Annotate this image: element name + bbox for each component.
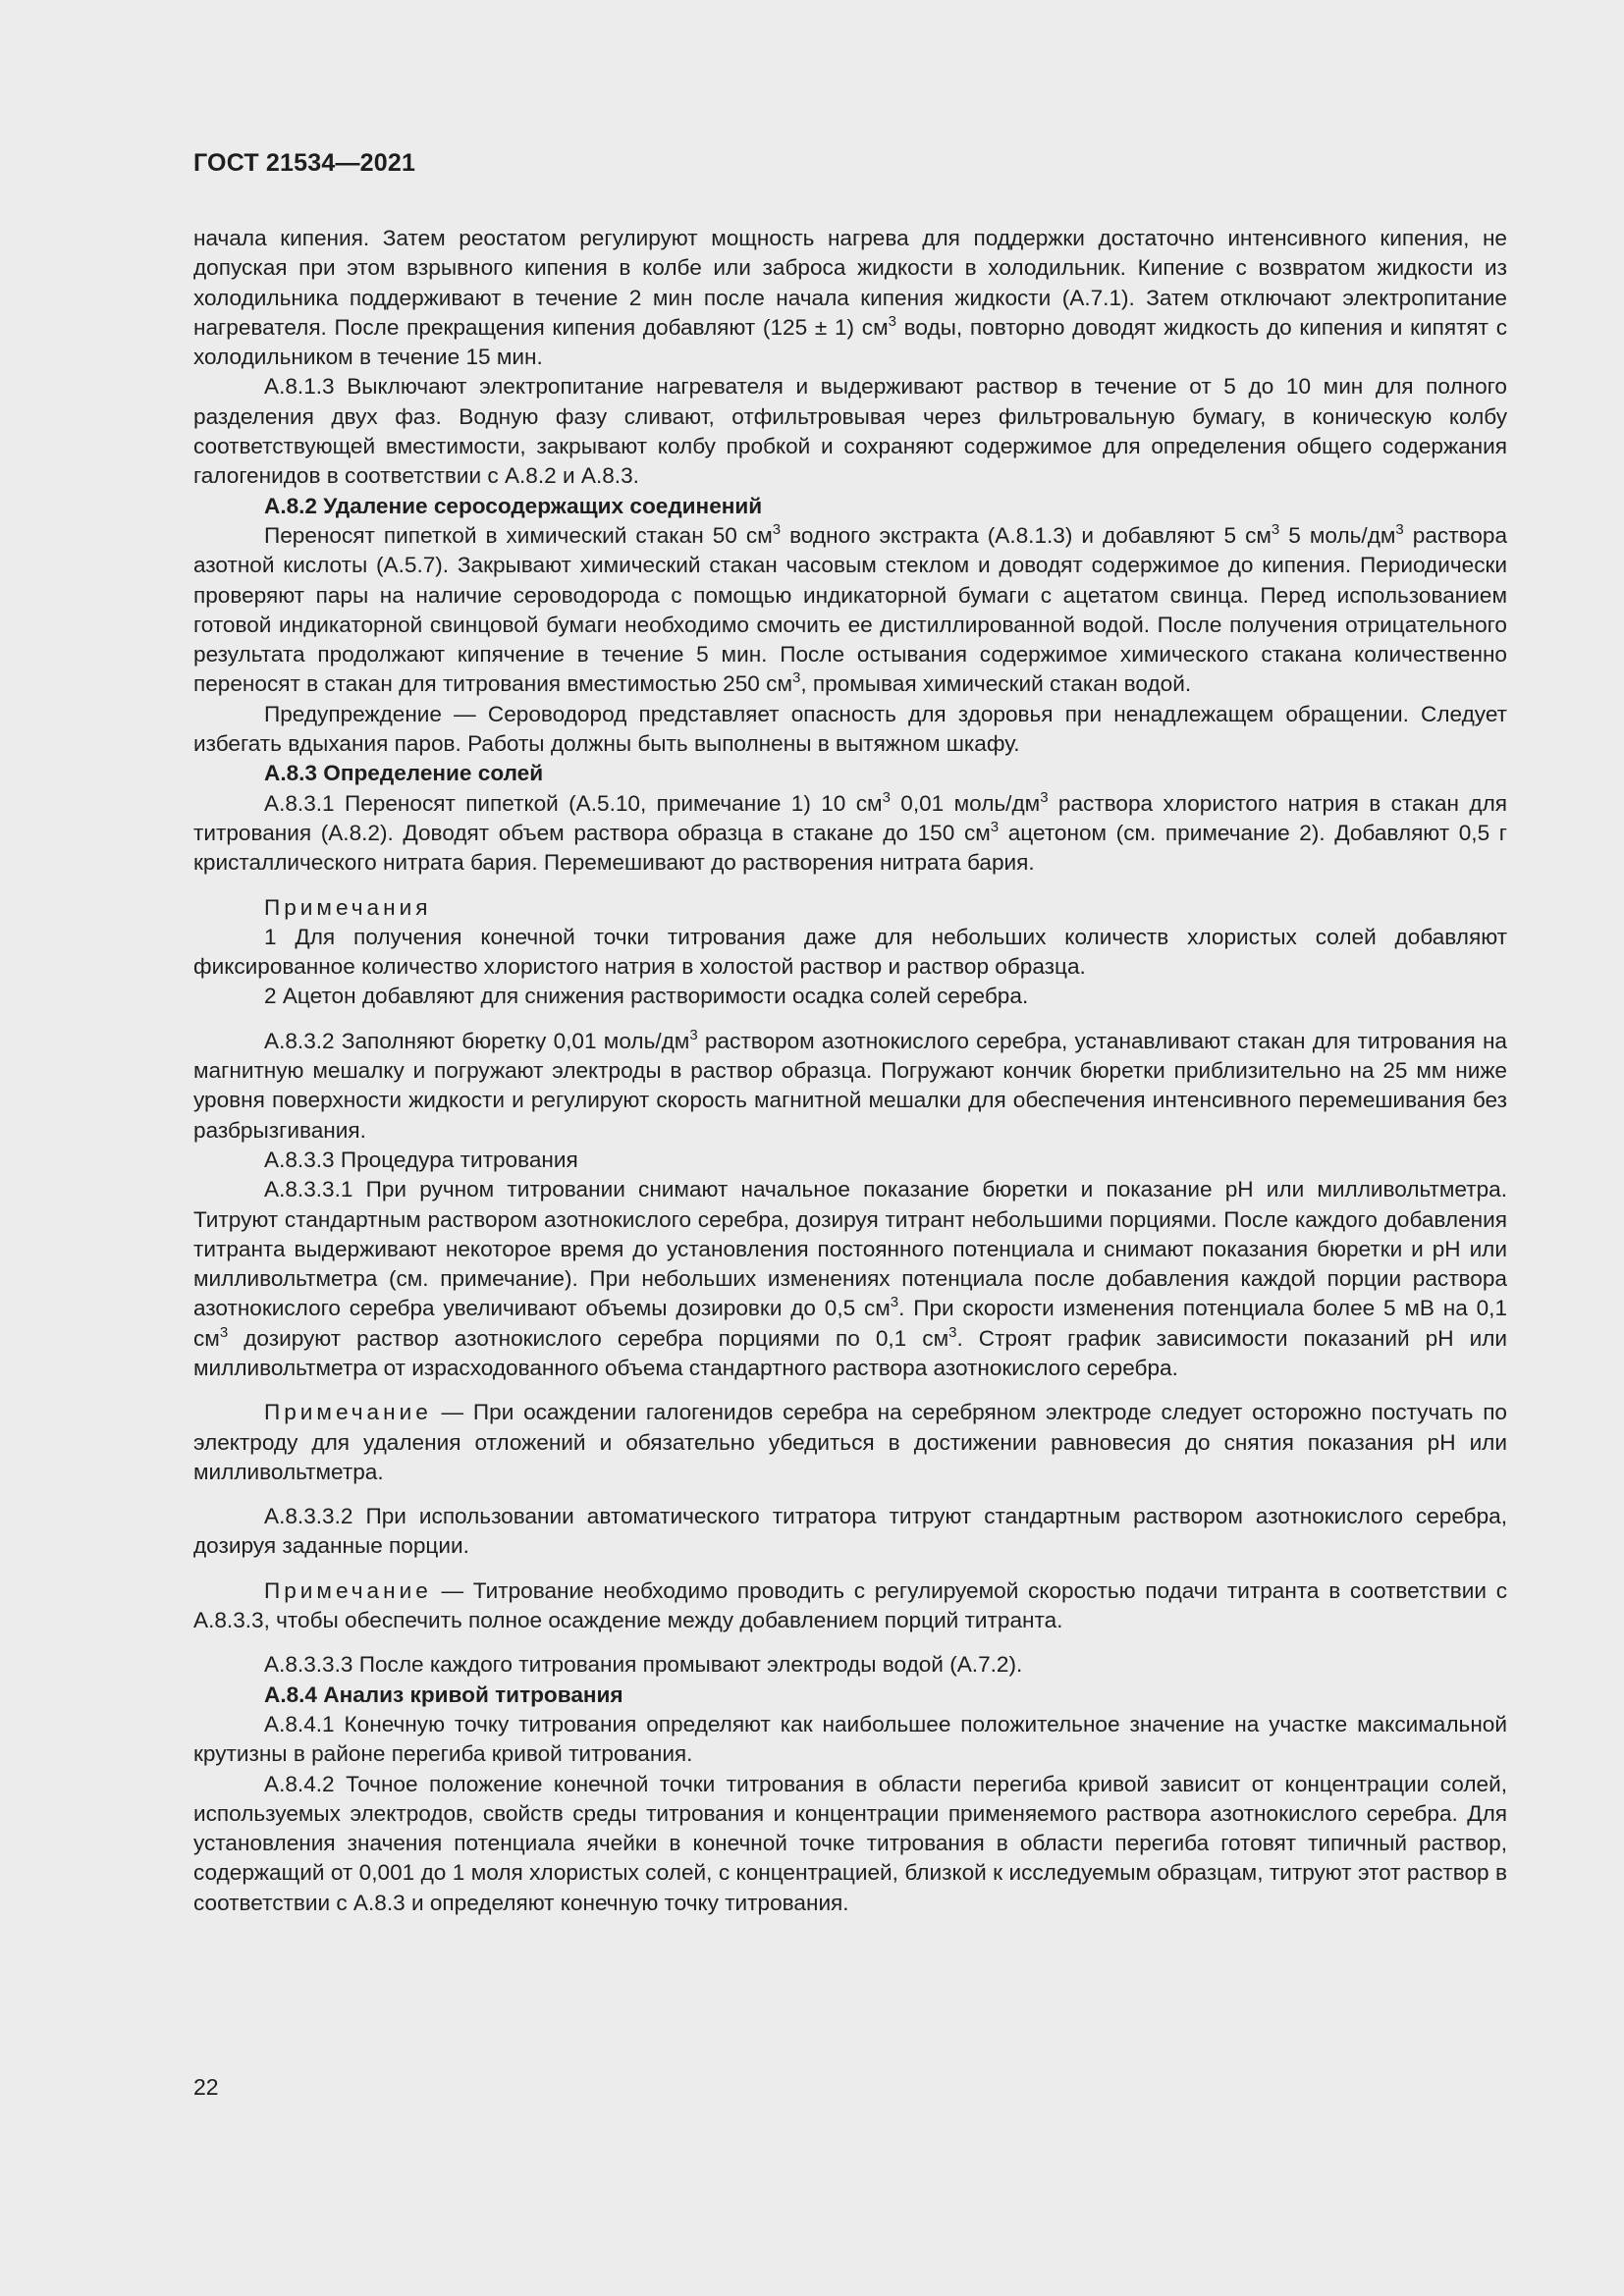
section-heading-a82: А.8.2 Удаление серосодержащих соединений [264, 493, 763, 518]
page-number: 22 [193, 2074, 219, 2100]
subsection-heading-a833: А.8.3.3 Процедура титрования [264, 1147, 578, 1172]
paragraph-a8332: А.8.3.3.2 При использовании автоматического титратора титруют стандартным раствором азотнокислого серебра, дозируя заданные порции. [193, 1504, 1507, 1559]
paragraph-a8333: А.8.3.3.3 После каждого титрования промывают электроды водой (А.7.2). [264, 1652, 1023, 1678]
note-paragraph: Примечание — При осаждении галогенидов серебра на серебряном электроде следует осторожно постучать по электроду для удаления отложений и обязательно убедиться в достижении равновесия до снятия показания pH или милливольтметра. [193, 1400, 1507, 1484]
notes-title: Примечания [264, 894, 432, 920]
paragraph: Переносят пипеткой в химический стакан 50 $см^3$ водного экстракта (А.8.1.3) и добавляют 5 $см^3$ 5 моль/$дм^3$ раствора азотной кислоты (А.5.7). Закрывают химический стакан часовым стеклом и доводят содержимое до кипения. Периодически проверяют пары на наличие сероводорода с помощью индикаторной бумаги с ацетатом свинца. Перед использованием готовой индикаторной свинцовой бумаги необходимо смочить ее дистиллированной водой. После получения отрицательного результата продолжают кипячение в течение 5 мин. После остывания содержимое химического стакана количественно переносят в стакан для титрования вместимостью 250 $см^3$, промывая химический стакан водой. [193, 520, 1508, 697]
paragraph-a832: А.8.3.2 Заполняют бюретку 0,01 моль/$дм^3$ раствором азотнокислого серебра, устанавливают стакан для титрования на магнитную мешалку и погружают электроды в раствор образца. Погружают кончик бюретки приблизительно на 25 мм ниже уровня поверхности жидкости и регулируют скорость магнитной мешалки для обеспечения интенсивного перемешивания без разбрызгивания. [193, 1026, 1507, 1143]
note-label: Примечание [264, 1577, 432, 1603]
paragraph-a831: А.8.3.1 Переносят пипеткой (А.5.10, примечание 1) 10 $см^3$ 0,01 моль/$дм^3$ раствора хлористого натрия в стакан для титрования (А.8.2). Доводят объем раствора образца в стакане до 150 $см^3$ ацетоном (см. примечание 2). Добавляют 0,5 г кристаллического нитрата бария. Перемешивают до растворения нитрата бария. [193, 788, 1508, 876]
document-body [193, 224, 1507, 1918]
paragraph-a813: А.8.1.3 Выключают электропитание нагревателя и выдерживают раствор в течение от 5 до 10 мин для полного разделения двух фаз. Водную фазу сливают, отфильтровывая через фильтровальную бумагу, в коническую колбу соответствующей вместимости, закрывают колбу пробкой и сохраняют содержимое для определения общего содержания галогенидов в соответствии с А.8.2 и А.8.3. [193, 374, 1507, 489]
paragraph: начала кипения. Затем реостатом регулируют мощность нагрева для поддержки достаточно интенсивного кипения, не допуская при этом взрывного кипения в колбе или заброса жидкости в холодильник. Кипение с возвратом жидкости из холодильника поддерживают в течение 2 мин после начала кипения жидкости (А.7.1). Затем отключают электропитание нагревателя. После прекращения кипения добавляют (125 ± 1) $см^3$ воды, повторно доводят жидкость до кипения и кипятят с холодильником в течение 15 мин. [193, 226, 1508, 370]
note-paragraph: Примечание — Титрование необходимо проводить с регулируемой скоростью подачи титранта в соответствии с А.8.3.3, чтобы обеспечить полное осаждение между добавлением порций титранта. [193, 1577, 1507, 1633]
section-heading-a83: А.8.3 Определение солей [264, 761, 544, 786]
section-heading-a84: А.8.4 Анализ кривой титрования [264, 1682, 623, 1707]
paragraph-a841: А.8.4.1 Конечную точку титрования определяют как наибольшее положительное значение на участке максимальной крутизны в районе перегиба кривой титрования. [193, 1711, 1507, 1767]
document-header: ГОСТ 21534—2021 [193, 149, 416, 177]
warning-paragraph: Предупреждение — Сероводород представляет опасность для здоровья при ненадлежащем обращении. Следует избегать вдыхания паров. Работы должны быть выполнены в вытяжном шкафу. [193, 701, 1507, 757]
paragraph-a842: А.8.4.2 Точное положение конечной точки титрования в области перегиба кривой зависит от концентрации солей, используемых электродов, свойств среды титрования и концентрации применяемого раствора азотнокислого серебра. Для установления значения потенциала ячейки в конечной точке титрования в области перегиба готовят типичный раствор, содержащий от 0,001 до 1 моля хлористых солей, с концентрацией, близкой к исследуемым образцам, титруют этот раствор в соответствии с А.8.3 и определяют конечную точку титрования. [193, 1771, 1507, 1915]
paragraph-a8331: А.8.3.3.1 При ручном титровании снимают начальное показание бюретки и показание pH или милливольтметра. Титруют стандартным раствором азотнокислого серебра, дозируя титрант небольшими порциями. После каждого добавления титранта выдерживают некоторое время до установления постоянного потенциала и снимают показания бюретки и pH или милливольтметра (см. примечание). При небольших изменениях потенциала после добавления каждой порции раствора азотнокислого серебра увеличивают объемы дозировки до 0,5 $см^3$. При скорости изменения потенциала более 5 мВ на 0,1 $см^3$ дозируют раствор азотнокислого серебра порциями по 0,1 $см^3$. Строят график зависимости показаний pH или милливольтметра от израсходованного объема стандартного раствора азотнокислого серебра. [193, 1177, 1508, 1380]
note-item: 1 Для получения конечной точки титрования даже для небольших количеств хлористых солей добавляют фиксированное количество хлористого натрия в холостой раствор и раствор образца. [193, 924, 1507, 980]
note-label: Примечание [264, 1400, 432, 1425]
note-item: 2 Ацетон добавляют для снижения растворимости осадка солей серебра. [264, 984, 1029, 1009]
